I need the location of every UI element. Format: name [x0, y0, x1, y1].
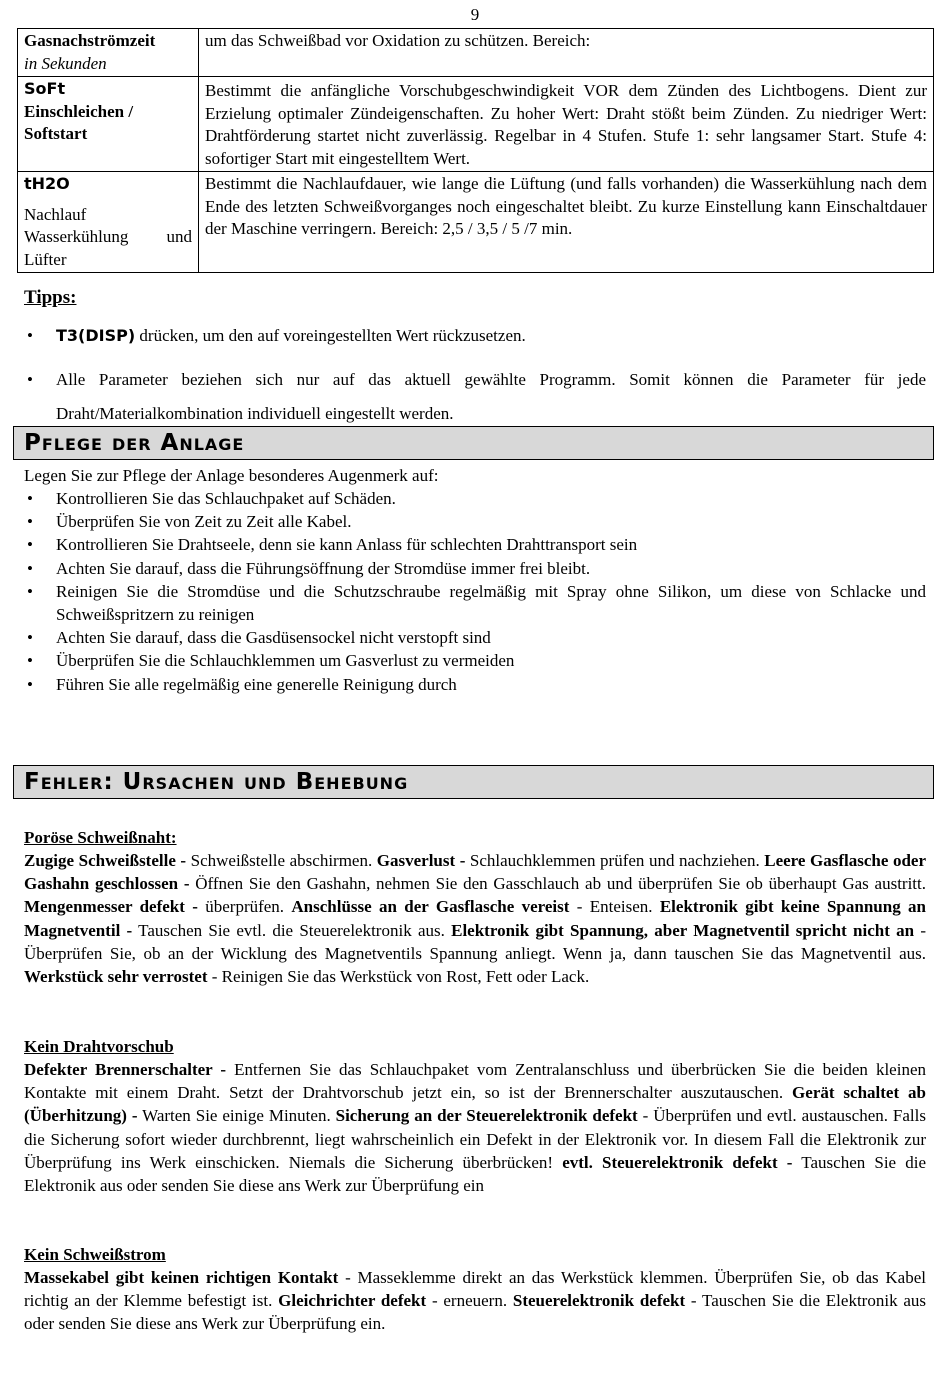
cause-label: Gerät schaltet ab (Überhitzung) - — [24, 1083, 926, 1126]
cause-label: Defekter Brennerschalter - — [24, 1060, 227, 1079]
fault-section-wire-feed — [24, 1035, 926, 1197]
cause-label: Elektronik gibt keine Spannung an Magnetventil - — [24, 897, 926, 940]
cause-label: Leere Gasflasche oder Gashahn geschlossen - — [24, 851, 926, 894]
param-name: Einschleichen / Softstart — [24, 101, 134, 143]
list-item-text: Reinigen Sie die Stromdüse und die Schutzschraube regelmäßig mit Spray ohne Silikon, um diese von Schlacke und Schweißspritzern zu reinigen — [56, 581, 926, 625]
list-item-text: Achten Sie darauf, dass die Führungsöffnung der Stromdüse immer frei bleibt. — [56, 558, 591, 578]
remedy-text: Warten Sie einige Minuten. — [137, 1106, 336, 1126]
cause-label: Sicherung an der Steuerelektronik defekt — [335, 1106, 638, 1126]
remedy-text: - Überprüfen und evtl. austauschen. Falls die Sicherung sofort wieder durchbrennt, liegt wahrscheinlich ein Defekt in der Elektronik vor. In diesem Fall die Elektronik zur Überprüfung ins Werk einschicken. Niemals die Sicherung überbrücken! — [24, 1106, 926, 1172]
list-item-text: Führen Sie alle regelmäßig eine generelle Reinigung durch — [56, 674, 457, 694]
bullet-icon: • — [27, 628, 33, 648]
list-item — [24, 533, 926, 556]
list-item — [24, 626, 926, 649]
param-name-cell — [18, 29, 199, 77]
list-item-text: Kontrollieren Sie Drahtseele, denn sie kann Anlass für schlechten Drahttransport sein — [56, 535, 638, 555]
list-item — [24, 649, 926, 672]
bullet-icon: • — [27, 370, 33, 389]
cause-label: Elektronik gibt Spannung, aber Magnetventil spricht nicht an — [451, 920, 915, 940]
bullet-icon: • — [27, 674, 33, 694]
cause-label: Gleichrichter defekt — [278, 1291, 427, 1311]
cause-label: Zugige Schweißstelle - — [24, 851, 187, 870]
remedy-text: Entfernen Sie das Schlauchpaket vom Zentralanschluss und überbrücken Sie die beiden kleinen Kontakte mit einem Draht. Setzt der Drahtvorschub jetzt ein, so ist der Brennerschalter auszutauschen. — [24, 1060, 926, 1103]
remedy-text: - Reinigen Sie das Werkstück von Rost, Fett oder Lack. — [207, 967, 590, 987]
fault-title: Kein Drahtvorschub — [24, 1037, 174, 1056]
page-number: 9 — [470, 5, 480, 24]
param-unit: in Sekunden — [24, 53, 107, 73]
list-item-text: Kontrollieren Sie das Schlauchpaket auf Schäden. — [56, 489, 396, 508]
tips-list — [24, 319, 926, 441]
remedy-text: Tauschen Sie die Elektronik aus oder senden Sie diese ans Werk zur Überprüfung ein — [24, 1152, 926, 1196]
param-code: SoFt — [24, 79, 66, 98]
bullet-icon: • — [27, 651, 33, 671]
cause-label: Gasverlust - — [376, 851, 466, 870]
bullet-icon: • — [27, 489, 33, 508]
remedy-text: Schlauchklemmen prüfen und nachziehen. — [465, 851, 765, 870]
param-code: tH2O — [24, 174, 70, 193]
care-intro: Legen Sie zur Pflege der Anlage besonderes Augenmerk auf: — [24, 466, 439, 485]
fault-section-current — [24, 1243, 926, 1336]
list-item — [24, 580, 926, 626]
table-row — [18, 172, 934, 273]
cause-label: Steuerelektronik defekt — [512, 1291, 686, 1311]
key-code: T3(DISP) — [56, 326, 136, 345]
section-heading-faults: Fehler: Ursachen und Behebung — [13, 765, 934, 799]
remedy-text: - Enteisen. — [569, 897, 660, 917]
list-item-text: Überprüfen Sie von Zeit zu Zeit alle Kabel. — [56, 512, 352, 532]
section-heading-care: Pflege der Anlage — [13, 426, 934, 460]
cause-label: Anschlüsse an der Gasflasche vereist — [291, 897, 570, 917]
fault-title: Poröse Schweißnaht: — [24, 828, 177, 847]
param-name: Nachlauf Wasserkühlung und Lüfter — [24, 204, 192, 269]
remedy-text: Öffnen Sie den Gashahn, nehmen Sie den Gasschlauch ab und überprüfen Sie ob überhaupt Gas austritt. — [189, 874, 926, 894]
bullet-icon: • — [27, 535, 33, 555]
remedy-text: - Tauschen Sie die Elektronik aus oder senden Sie diese ans Werk zur Überprüfung ein. — [24, 1291, 926, 1334]
cause-label: Mengenmesser defekt - — [24, 897, 198, 917]
param-description: Bestimmt die Nachlaufdauer, wie lange die Lüftung (und falls vorhanden) die Wasserkühlung nach dem Ende des letzten Schweißvorganges noch eingeschaltet bleibt. Zu kurze Einstellung kann Einschaltdauer der Maschine verringern. Bereich: 2,5 / 3,5 / 5 /7 min. — [199, 172, 934, 273]
list-item — [24, 673, 926, 696]
list-item — [24, 557, 926, 580]
cause-label: evtl. Steuerelektronik defekt - — [562, 1152, 793, 1172]
table-row — [18, 29, 934, 77]
param-name: Gasnachströmzeit — [24, 31, 156, 50]
param-description: um das Schweißbad vor Oxidation zu schützen. Bereich: — [199, 29, 934, 77]
remedy-text: - Masseklemme direkt an das Werkstück klemmen. Überprüfen Sie, ob das Kabel richtig an der Klemme befestigt ist. — [24, 1268, 926, 1311]
tip-text: drücken, um den auf voreingestellten Wert rückzusetzen. — [135, 326, 526, 345]
cause-label: Massekabel gibt keinen richtigen Kontakt — [24, 1268, 339, 1287]
remedy-text: überprüfen. — [197, 897, 292, 917]
cause-label: Werkstück sehr verrostet — [24, 967, 208, 987]
remedy-text: Tauschen Sie evtl. die Steuerelektronik aus. — [132, 920, 452, 940]
param-name-cell — [18, 172, 199, 273]
remedy-text: - erneuern. — [426, 1291, 513, 1311]
param-description: Bestimmt die anfängliche Vorschubgeschwindigkeit VOR dem Zünden des Lichtbogens. Dient zur Erzielung optimaler Zündeigenschaften. Zu hoher Wert: Draht stößt beim Zünden. Zu niedriger Wert: Drahtförderung startet nicht zuverlässig. Regelbar in 4 Stufen. Stufe 1: sehr langsamer Start. Stufe 4: sofortiger Start mit eingestelltem Wert. — [199, 77, 934, 172]
remedy-text: Schweißstelle abschirmen. — [186, 851, 377, 870]
bullet-icon: • — [27, 558, 33, 578]
param-name-cell — [18, 77, 199, 172]
list-item-text: Überprüfen Sie die Schlauchklemmen um Gasverlust zu vermeiden — [56, 651, 515, 671]
table-row — [18, 77, 934, 172]
fault-title: Kein Schweißstrom — [24, 1245, 166, 1264]
fault-body — [24, 1058, 926, 1197]
bullet-icon: • — [27, 512, 33, 532]
parameter-table — [17, 28, 934, 273]
list-item-text: Achten Sie darauf, dass die Gasdüsensockel nicht verstopft sind — [56, 628, 491, 648]
list-item — [24, 487, 926, 510]
tip-text: Alle Parameter beziehen sich nur auf das aktuell gewählte Programm. Somit können die Parameter für jede Draht/Materialkombination individuell eingestellt werden. — [56, 370, 926, 423]
bullet-icon: • — [27, 581, 33, 601]
list-item — [24, 319, 926, 353]
bullet-icon: • — [27, 326, 33, 345]
fault-body — [24, 849, 926, 988]
tips-heading: Tipps: — [24, 287, 77, 308]
list-item — [24, 510, 926, 533]
remedy-text: - Überprüfen Sie, ob an der Wicklung des Magnetventils Spannung anliegt. Wenn ja, dann tauschen Sie das Magnetventil aus. — [24, 920, 927, 963]
fault-body — [24, 1266, 926, 1336]
care-list — [24, 487, 926, 696]
fault-section-porous — [24, 826, 926, 988]
list-item — [24, 363, 926, 431]
